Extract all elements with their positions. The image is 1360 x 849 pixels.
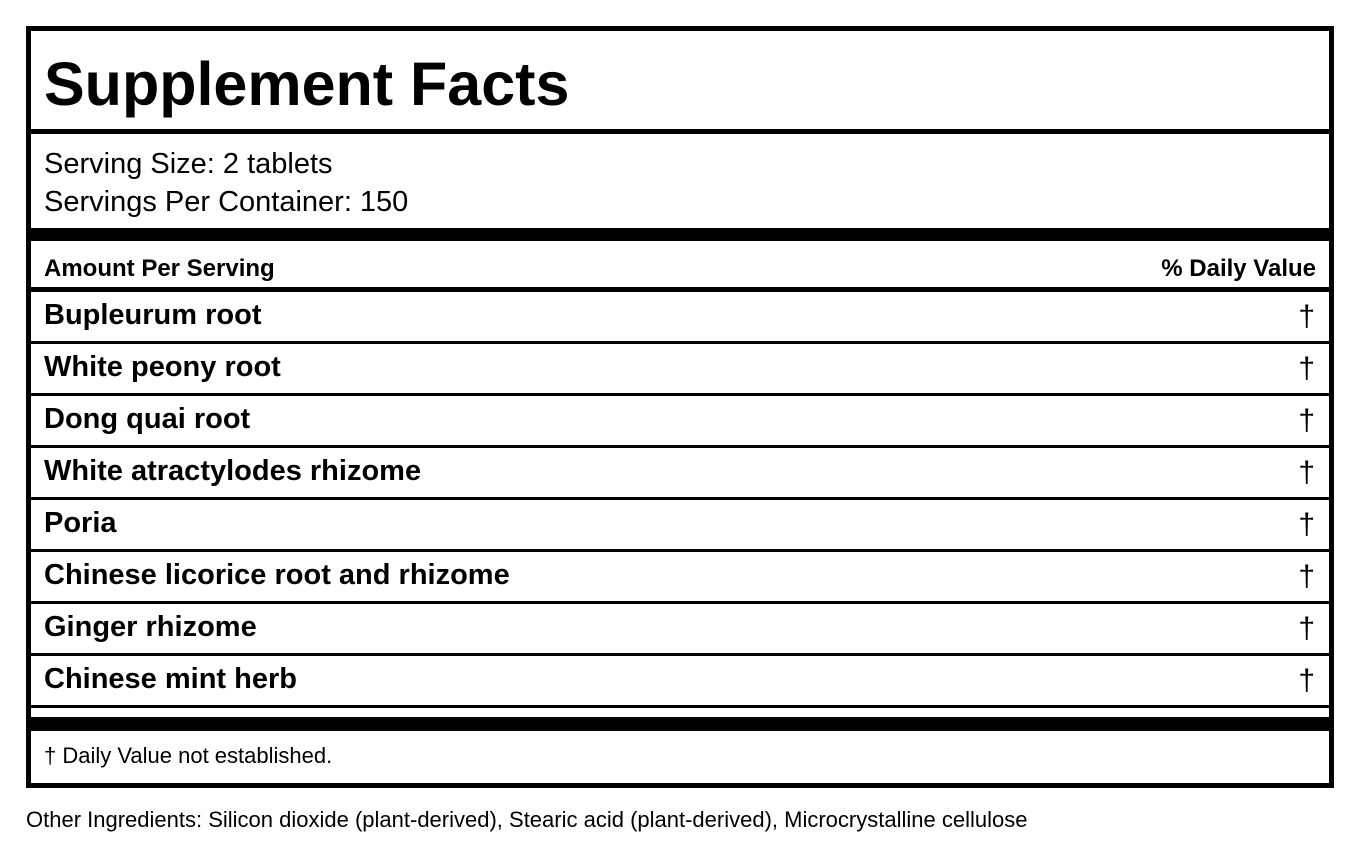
ingredient-daily-value: † [1298,300,1315,333]
amount-per-serving-header: Amount Per Serving [44,255,275,282]
ingredient-name: Bupleurum root [44,299,262,331]
serving-info [44,145,408,221]
ingredient-row [31,604,1329,653]
title-divider [31,129,1329,134]
ingredient-name: Poria [44,507,117,539]
ingredient-name: White peony root [44,351,281,383]
ingredient-name: Dong quai root [44,403,251,435]
ingredient-daily-value: † [1298,508,1315,541]
ingredient-row [31,552,1329,601]
ingredient-name: Chinese licorice root and rhizome [44,559,510,591]
daily-value-footnote: † Daily Value not established. [44,743,333,768]
ingredient-row [31,656,1329,705]
thick-divider-top [31,228,1329,241]
ingredient-row [31,448,1329,497]
other-ingredients: Other Ingredients: Silicon dioxide (plant-derived), Stearic acid (plant-derived), Microcrystalline cellulose [26,807,1028,832]
ingredient-name: Ginger rhizome [44,611,257,643]
daily-value-header: % Daily Value [1161,255,1316,282]
ingredient-daily-value: † [1298,404,1315,437]
ingredient-row [31,344,1329,393]
ingredient-daily-value: † [1298,352,1315,385]
ingredient-name: Chinese mint herb [44,663,297,695]
servings-per-container: Servings Per Container: 150 [44,186,409,218]
ingredient-row [31,396,1329,445]
ingredient-row [31,292,1329,341]
ingredient-name: White atractylodes rhizome [44,455,422,487]
supplement-facts-panel [26,26,1334,788]
ingredient-daily-value: † [1298,560,1315,593]
ingredient-daily-value: † [1298,612,1315,645]
ingredient-daily-value: † [1298,664,1315,697]
ingredient-daily-value: † [1298,456,1315,489]
row-divider [31,705,1329,708]
ingredient-row [31,500,1329,549]
panel-title: Supplement Facts [44,50,570,118]
thick-divider-bottom [31,717,1329,731]
serving-size: Serving Size: 2 tablets [44,148,333,180]
